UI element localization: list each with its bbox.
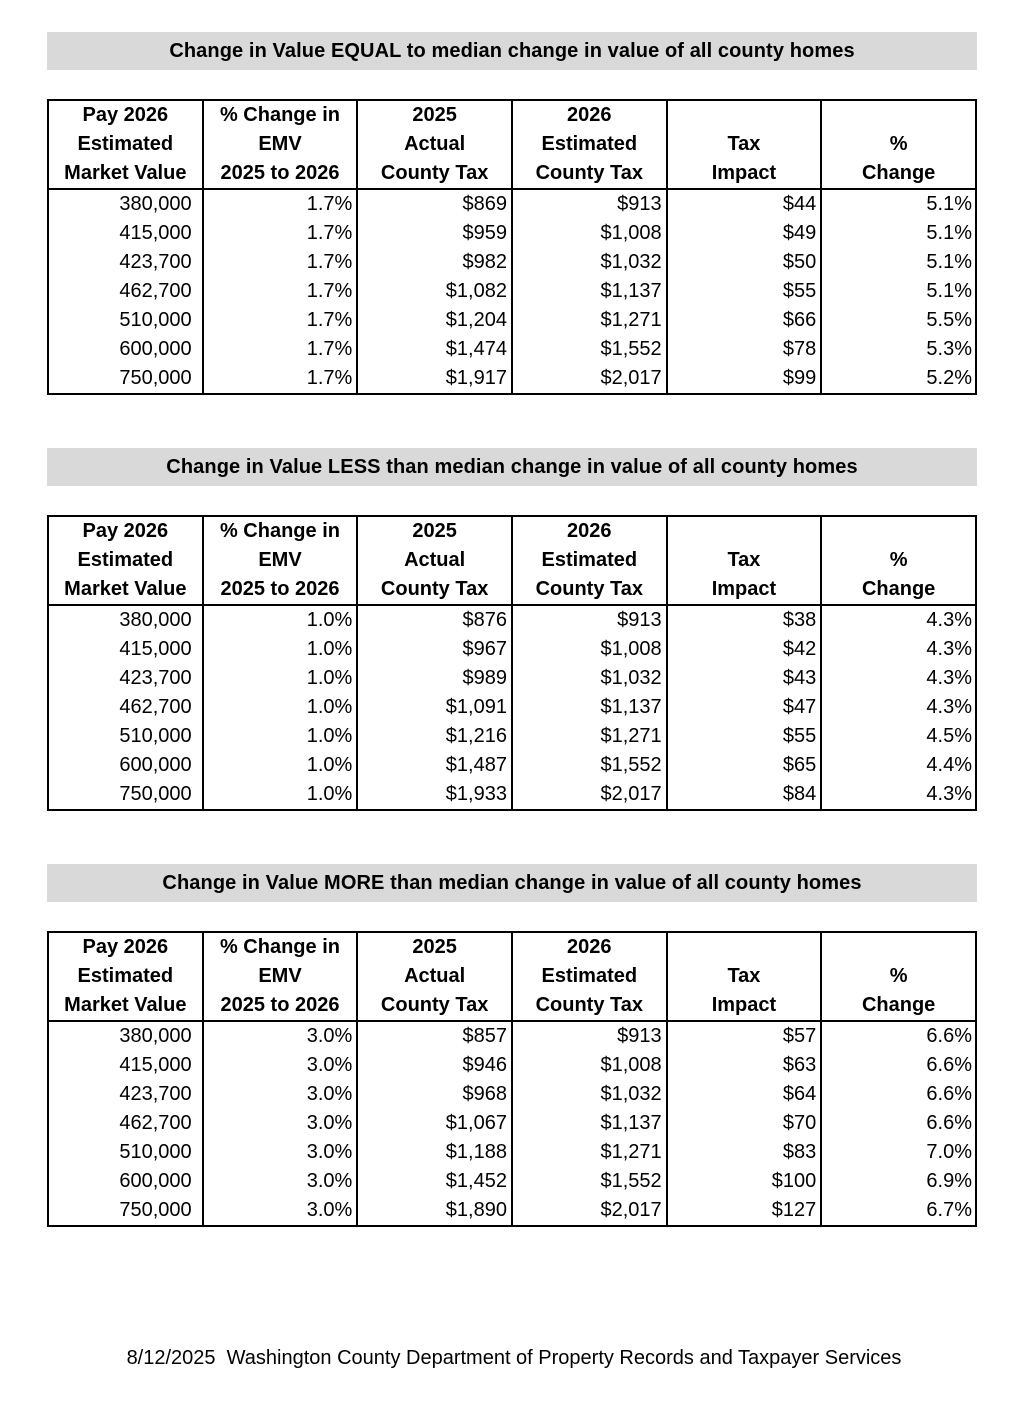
- table-cell: $1,008: [512, 635, 667, 664]
- column-header: [821, 932, 976, 1021]
- table-cell: 5.1%: [821, 277, 976, 306]
- column-header-line: Impact: [711, 994, 777, 1016]
- column-header-line: County Tax: [535, 162, 643, 184]
- table-cell: 1.7%: [203, 335, 358, 364]
- column-header-line: Estimated: [77, 549, 174, 571]
- column-header-line: County Tax: [535, 578, 643, 600]
- table-row: [48, 1167, 976, 1196]
- table-row: [48, 693, 976, 722]
- table-cell: 510,000: [48, 1138, 203, 1167]
- table-cell: 380,000: [48, 605, 203, 635]
- table-cell: $65: [667, 751, 822, 780]
- table-cell: 6.9%: [821, 1167, 976, 1196]
- table-cell: $64: [667, 1080, 822, 1109]
- table-cell: 3.0%: [203, 1051, 358, 1080]
- section-title: Change in Value EQUAL to median change in value of all county homes: [47, 32, 977, 70]
- table-cell: 6.7%: [821, 1196, 976, 1226]
- table-cell: 1.7%: [203, 248, 358, 277]
- column-header-line: EMV: [258, 549, 302, 571]
- column-header: [821, 100, 976, 189]
- table-cell: 4.3%: [821, 605, 976, 635]
- table-cell: 3.0%: [203, 1196, 358, 1226]
- table-cell: 7.0%: [821, 1138, 976, 1167]
- table-cell: 5.1%: [821, 248, 976, 277]
- table-cell: 415,000: [48, 219, 203, 248]
- table-cell: $1,188: [357, 1138, 512, 1167]
- table-cell: $1,032: [512, 248, 667, 277]
- table-cell: 1.0%: [203, 751, 358, 780]
- table-cell: $2,017: [512, 364, 667, 394]
- table-row: [48, 248, 976, 277]
- table-cell: $47: [667, 693, 822, 722]
- table-cell: 4.5%: [821, 722, 976, 751]
- table-cell: $1,474: [357, 335, 512, 364]
- table-cell: 4.3%: [821, 635, 976, 664]
- column-header-line: Tax: [727, 965, 761, 987]
- column-header-line: [822, 517, 975, 546]
- table-cell: $44: [667, 189, 822, 219]
- table-cell: 4.3%: [821, 693, 976, 722]
- table-cell: $2,017: [512, 780, 667, 810]
- table-cell: $55: [667, 722, 822, 751]
- table-row: [48, 335, 976, 364]
- table-cell: $968: [357, 1080, 512, 1109]
- table-cell: 462,700: [48, 693, 203, 722]
- column-header: [203, 932, 358, 1021]
- table-cell: $1,552: [512, 335, 667, 364]
- table-cell: $869: [357, 189, 512, 219]
- table-cell: $913: [512, 1021, 667, 1051]
- table-cell: 423,700: [48, 248, 203, 277]
- table-cell: $83: [667, 1138, 822, 1167]
- table-cell: $1,067: [357, 1109, 512, 1138]
- table-cell: $1,917: [357, 364, 512, 394]
- table-cell: $989: [357, 664, 512, 693]
- table-cell: 5.1%: [821, 219, 976, 248]
- column-header: [357, 932, 512, 1021]
- table-cell: $38: [667, 605, 822, 635]
- table-cell: $1,091: [357, 693, 512, 722]
- table-cell: $1,216: [357, 722, 512, 751]
- table-cell: 1.0%: [203, 722, 358, 751]
- table-row: [48, 780, 976, 810]
- table-cell: 1.0%: [203, 635, 358, 664]
- column-header: [203, 516, 358, 605]
- column-header: [357, 516, 512, 605]
- column-header-line: 2025 to 2026: [220, 162, 340, 184]
- column-header-line: Actual: [404, 133, 466, 155]
- column-header-line: Tax: [727, 549, 761, 571]
- table-cell: 6.6%: [821, 1109, 976, 1138]
- column-header-line: [822, 101, 975, 130]
- column-header-line: Market Value: [64, 578, 187, 600]
- column-header: [48, 932, 203, 1021]
- table-row: [48, 664, 976, 693]
- table-cell: $84: [667, 780, 822, 810]
- table-cell: $63: [667, 1051, 822, 1080]
- column-header: [667, 516, 822, 605]
- table-cell: $99: [667, 364, 822, 394]
- table-cell: $100: [667, 1167, 822, 1196]
- table-cell: $42: [667, 635, 822, 664]
- table-row: [48, 364, 976, 394]
- table-cell: 423,700: [48, 664, 203, 693]
- column-header-line: % Change in: [219, 104, 340, 126]
- table-cell: $78: [667, 335, 822, 364]
- table-header-row: [48, 516, 976, 605]
- table-cell: $959: [357, 219, 512, 248]
- table-cell: $70: [667, 1109, 822, 1138]
- table-cell: 5.3%: [821, 335, 976, 364]
- table-cell: 462,700: [48, 1109, 203, 1138]
- table-cell: 6.6%: [821, 1080, 976, 1109]
- tax-section-2: [47, 448, 977, 805]
- table-cell: 750,000: [48, 364, 203, 394]
- table-cell: 415,000: [48, 1051, 203, 1080]
- table-cell: $1,271: [512, 1138, 667, 1167]
- column-header: [512, 932, 667, 1021]
- column-header-line: EMV: [258, 965, 302, 987]
- column-header-line: [668, 517, 821, 546]
- column-header-line: 2026: [567, 936, 612, 958]
- table-cell: $1,552: [512, 751, 667, 780]
- table-cell: 1.0%: [203, 780, 358, 810]
- table-header-row: [48, 100, 976, 189]
- table-cell: 3.0%: [203, 1138, 358, 1167]
- table-cell: $127: [667, 1196, 822, 1226]
- column-header-line: Pay 2026: [82, 936, 169, 958]
- tax-section-1: [47, 32, 977, 389]
- table-row: [48, 1109, 976, 1138]
- column-header-line: Impact: [711, 162, 777, 184]
- column-header: [667, 932, 822, 1021]
- table-cell: 4.4%: [821, 751, 976, 780]
- column-header-line: 2026: [567, 520, 612, 542]
- table-cell: $1,933: [357, 780, 512, 810]
- table-cell: $913: [512, 189, 667, 219]
- table-cell: 1.0%: [203, 664, 358, 693]
- column-header-line: 2026: [567, 104, 612, 126]
- column-header: [512, 516, 667, 605]
- table-cell: $1,204: [357, 306, 512, 335]
- table-cell: 3.0%: [203, 1080, 358, 1109]
- column-header-line: %: [889, 133, 908, 155]
- table-cell: $967: [357, 635, 512, 664]
- table-cell: $1,032: [512, 1080, 667, 1109]
- table-cell: $1,008: [512, 1051, 667, 1080]
- column-header-line: Impact: [711, 578, 777, 600]
- table-cell: 1.0%: [203, 605, 358, 635]
- column-header-line: Actual: [404, 965, 466, 987]
- column-header-line: %: [889, 549, 908, 571]
- table-cell: $1,137: [512, 693, 667, 722]
- table-cell: 1.7%: [203, 364, 358, 394]
- table-cell: $1,487: [357, 751, 512, 780]
- table-cell: $1,008: [512, 219, 667, 248]
- table-cell: $1,271: [512, 306, 667, 335]
- table-cell: $1,082: [357, 277, 512, 306]
- table-cell: 600,000: [48, 1167, 203, 1196]
- section-title: Change in Value LESS than median change in value of all county homes: [47, 448, 977, 486]
- column-header-line: [822, 933, 975, 962]
- table-cell: 4.3%: [821, 780, 976, 810]
- page-footer: 8/12/2025 Washington County Department of Property Records and Taxpayer Services: [126, 1347, 902, 1369]
- column-header: [357, 100, 512, 189]
- column-header-line: Pay 2026: [82, 520, 169, 542]
- table-cell: $946: [357, 1051, 512, 1080]
- table-cell: $1,137: [512, 1109, 667, 1138]
- table-cell: 6.6%: [821, 1021, 976, 1051]
- table-cell: 510,000: [48, 722, 203, 751]
- table-cell: 1.7%: [203, 306, 358, 335]
- column-header-line: Estimated: [541, 965, 638, 987]
- column-header-line: [668, 101, 821, 130]
- column-header-line: % Change in: [219, 520, 340, 542]
- table-row: [48, 751, 976, 780]
- column-header-line: Estimated: [77, 965, 174, 987]
- column-header-line: Estimated: [77, 133, 174, 155]
- column-header-line: County Tax: [535, 994, 643, 1016]
- table-cell: $66: [667, 306, 822, 335]
- column-header-line: Estimated: [541, 133, 638, 155]
- column-header-line: 2025: [412, 936, 457, 958]
- table-row: [48, 1021, 976, 1051]
- table-cell: 462,700: [48, 277, 203, 306]
- column-header-line: Market Value: [64, 162, 187, 184]
- column-header-line: Estimated: [541, 549, 638, 571]
- table-cell: 1.7%: [203, 277, 358, 306]
- column-header: [48, 516, 203, 605]
- column-header: [667, 100, 822, 189]
- column-header: [821, 516, 976, 605]
- column-header-line: EMV: [258, 133, 302, 155]
- table-cell: $1,452: [357, 1167, 512, 1196]
- table-row: [48, 219, 976, 248]
- column-header-line: Change: [861, 994, 936, 1016]
- column-header-line: [668, 933, 821, 962]
- table-cell: $2,017: [512, 1196, 667, 1226]
- tax-section-3: [47, 864, 977, 1221]
- table-cell: $1,137: [512, 277, 667, 306]
- column-header-line: Pay 2026: [82, 104, 169, 126]
- column-header-line: Market Value: [64, 994, 187, 1016]
- table-cell: 380,000: [48, 189, 203, 219]
- tax-impact-table: [47, 931, 977, 1227]
- table-cell: 1.7%: [203, 189, 358, 219]
- table-cell: $55: [667, 277, 822, 306]
- table-cell: 750,000: [48, 780, 203, 810]
- column-header: [48, 100, 203, 189]
- table-cell: 600,000: [48, 751, 203, 780]
- table-cell: $43: [667, 664, 822, 693]
- table-cell: $57: [667, 1021, 822, 1051]
- column-header-line: Change: [861, 578, 936, 600]
- tax-impact-table: [47, 515, 977, 811]
- table-cell: 5.5%: [821, 306, 976, 335]
- column-header-line: Change: [861, 162, 936, 184]
- column-header-line: County Tax: [380, 994, 489, 1016]
- column-header-line: 2025 to 2026: [220, 578, 340, 600]
- column-header-line: County Tax: [380, 578, 489, 600]
- column-header-line: % Change in: [219, 936, 340, 958]
- tax-impact-table: [47, 99, 977, 395]
- column-header: [512, 100, 667, 189]
- table-row: [48, 306, 976, 335]
- table-header-row: [48, 932, 976, 1021]
- table-row: [48, 722, 976, 751]
- table-cell: 3.0%: [203, 1021, 358, 1051]
- table-cell: 1.7%: [203, 219, 358, 248]
- table-cell: 6.6%: [821, 1051, 976, 1080]
- column-header-line: Actual: [404, 549, 466, 571]
- table-row: [48, 1196, 976, 1226]
- table-cell: $1,890: [357, 1196, 512, 1226]
- table-cell: 5.2%: [821, 364, 976, 394]
- table-cell: 4.3%: [821, 664, 976, 693]
- table-row: [48, 605, 976, 635]
- table-row: [48, 1051, 976, 1080]
- table-cell: 423,700: [48, 1080, 203, 1109]
- table-cell: 750,000: [48, 1196, 203, 1226]
- table-row: [48, 1080, 976, 1109]
- column-header-line: Tax: [727, 133, 761, 155]
- table-cell: $913: [512, 605, 667, 635]
- column-header: [203, 100, 358, 189]
- column-header-line: 2025: [412, 520, 457, 542]
- table-row: [48, 1138, 976, 1167]
- table-cell: $876: [357, 605, 512, 635]
- column-header-line: 2025: [412, 104, 457, 126]
- table-row: [48, 635, 976, 664]
- table-cell: 5.1%: [821, 189, 976, 219]
- column-header-line: %: [889, 965, 908, 987]
- table-cell: 380,000: [48, 1021, 203, 1051]
- column-header-line: County Tax: [380, 162, 489, 184]
- table-cell: $1,552: [512, 1167, 667, 1196]
- table-cell: 1.0%: [203, 693, 358, 722]
- table-cell: $50: [667, 248, 822, 277]
- table-cell: $1,271: [512, 722, 667, 751]
- table-cell: 415,000: [48, 635, 203, 664]
- table-row: [48, 277, 976, 306]
- table-cell: 600,000: [48, 335, 203, 364]
- column-header-line: 2025 to 2026: [220, 994, 340, 1016]
- section-title: Change in Value MORE than median change in value of all county homes: [47, 864, 977, 902]
- table-cell: $49: [667, 219, 822, 248]
- table-cell: $982: [357, 248, 512, 277]
- table-cell: $1,032: [512, 664, 667, 693]
- table-cell: 3.0%: [203, 1167, 358, 1196]
- table-cell: $857: [357, 1021, 512, 1051]
- table-cell: 510,000: [48, 306, 203, 335]
- table-row: [48, 189, 976, 219]
- table-cell: 3.0%: [203, 1109, 358, 1138]
